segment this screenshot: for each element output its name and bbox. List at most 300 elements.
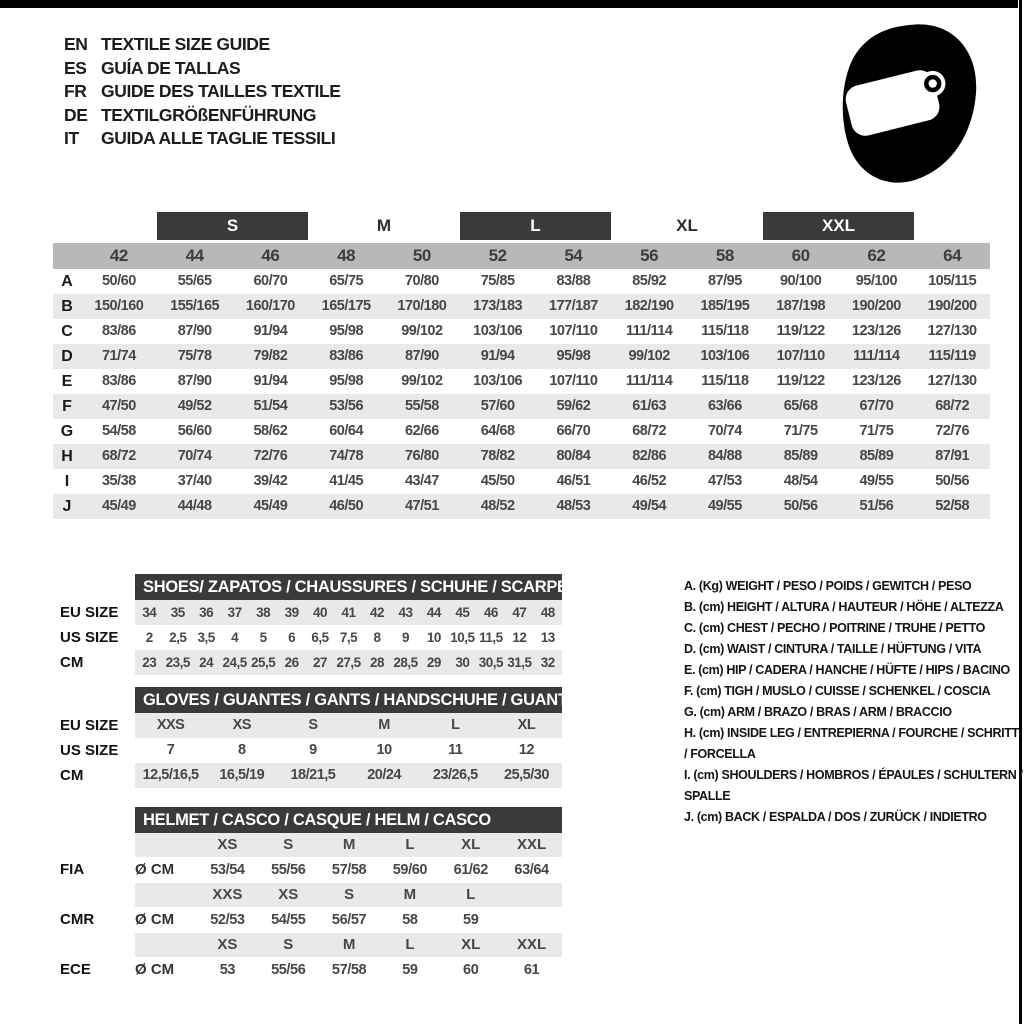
- size-number: 56: [640, 246, 659, 265]
- legend-item: G. (cm) ARM / BRAZO / BRAS / ARM / BRACCIO: [684, 705, 952, 719]
- shoes-size-table: [57, 574, 568, 675]
- table-cell: 45/50: [480, 473, 515, 489]
- table-cell: 53/54: [210, 862, 245, 878]
- helmet-value-row: [57, 857, 562, 883]
- table-row: [53, 419, 990, 444]
- table-cell: 45: [455, 605, 470, 620]
- standard-label: ECE: [60, 961, 91, 978]
- table-cell: 59: [463, 912, 479, 928]
- size-group-label: L: [460, 212, 612, 240]
- table-cell: 99/102: [628, 348, 670, 364]
- table-cell: 83/88: [556, 273, 591, 289]
- table-cell: 58: [402, 912, 418, 928]
- language-code: DE: [64, 104, 88, 125]
- table-cell: 7: [166, 742, 175, 758]
- size-label-cell: L: [405, 836, 415, 853]
- table-cell: 107/110: [549, 323, 598, 339]
- table-cell: 111/114: [853, 348, 900, 364]
- row-label-spacer: [57, 933, 135, 957]
- table-cell: 23,5: [165, 655, 190, 670]
- table-cell: 83/86: [329, 348, 364, 364]
- table-cell: 190/200: [851, 298, 901, 314]
- table-cell: 2: [145, 630, 153, 645]
- helmet-size-header-row: [57, 933, 562, 957]
- table-cell: 173/183: [473, 298, 523, 314]
- size-number: 54: [564, 246, 583, 265]
- table-cell: L: [451, 717, 460, 733]
- table-row: [57, 713, 562, 738]
- legend-item: E. (cm) HIP / CADERA / HANCHE / HÜFTE / HIPS / BACINO: [684, 663, 1010, 677]
- helmet-value-row: [57, 957, 562, 983]
- language-row: [64, 80, 341, 104]
- language-title-list: [64, 33, 341, 151]
- gloves-size-table: [57, 687, 572, 788]
- table-cell: 11,5: [479, 630, 503, 645]
- size-label-cell: M: [342, 836, 356, 853]
- size-label-cell: XS: [217, 836, 238, 853]
- size-label-cell: M: [342, 936, 356, 953]
- table-cell: 87/91: [935, 448, 970, 464]
- table-cell: 76/80: [404, 448, 439, 464]
- row-letter: I: [64, 473, 70, 490]
- table-cell: 6: [288, 630, 296, 645]
- table-cell: 70/74: [707, 423, 742, 439]
- table-cell: 40: [313, 605, 328, 620]
- table-cell: 115/118: [701, 323, 749, 339]
- legend-item: C. (cm) CHEST / PECHO / POITRINE / TRUHE / PETTO: [684, 621, 986, 635]
- size-number: 64: [943, 246, 962, 265]
- table-cell: 45/49: [101, 498, 136, 514]
- table-row: [57, 600, 562, 625]
- table-cell: 111/114: [625, 373, 673, 389]
- size-label-cell: L: [405, 936, 415, 953]
- table-cell: S: [308, 717, 318, 733]
- table-cell: 12: [518, 742, 535, 758]
- helmet-size-strip: [135, 933, 562, 957]
- table-cell: 90/100: [779, 273, 822, 289]
- size-number: 50: [412, 246, 431, 265]
- table-row: [53, 494, 990, 519]
- table-cell: 65/68: [783, 398, 818, 414]
- unit-spacer: [135, 883, 197, 907]
- helmet-table-sections: [57, 833, 562, 983]
- table-cell: 47: [512, 605, 527, 620]
- size-label-cell: XXL: [516, 836, 547, 853]
- unit-label: Ø CM: [135, 911, 175, 928]
- size-band-spacer: [53, 243, 81, 269]
- row-label: EU SIZE: [60, 717, 119, 734]
- table-cell: 8: [373, 630, 381, 645]
- legend-item: B. (cm) HEIGHT / ALTURA / HAUTEUR / HÖHE / ALTEZZA: [684, 600, 1004, 614]
- table-cell: 127/130: [927, 373, 977, 389]
- size-group-header-row: [53, 212, 990, 240]
- table-row: [53, 394, 990, 419]
- table-row: [57, 763, 562, 788]
- unit-spacer: [135, 833, 197, 857]
- size-label-cell: XL: [461, 836, 481, 853]
- table-row: [53, 269, 990, 294]
- table-cell: 119/122: [776, 323, 825, 339]
- table-cell: 85/89: [783, 448, 818, 464]
- table-cell: 46/50: [329, 498, 364, 514]
- table-cell: 44/48: [177, 498, 212, 514]
- guide-title: GUIDA ALLE TAGLIE TESSILI: [101, 128, 336, 148]
- row-values: [135, 650, 562, 675]
- table-cell: 23: [142, 655, 157, 670]
- size-label-cell: M: [403, 886, 417, 903]
- language-row: [64, 33, 341, 57]
- table-cell: 16,5/19: [219, 767, 265, 783]
- table-cell: 105/115: [928, 273, 977, 289]
- table-cell: 48/53: [556, 498, 591, 514]
- table-cell: 60/64: [329, 423, 364, 439]
- table-cell: 185/195: [700, 298, 750, 314]
- table-cell: 27: [313, 655, 328, 670]
- table-row: [53, 294, 990, 319]
- helmet-size-strip: [135, 883, 562, 907]
- size-number: 46: [261, 246, 280, 265]
- table-cell: 72/76: [935, 423, 970, 439]
- table-cell: 10: [376, 742, 392, 758]
- row-values: [135, 600, 562, 625]
- legend-item: H. (cm) INSIDE LEG / ENTREPIERNA / FOURCHE / SCHRITT / FORCELLA: [684, 726, 1019, 761]
- table-cell: 32: [540, 655, 555, 670]
- table-cell: 99/102: [401, 373, 443, 389]
- table-cell: 35: [170, 605, 185, 620]
- table-cell: 57/58: [331, 862, 367, 878]
- table-cell: 115/119: [928, 348, 976, 364]
- table-row: [53, 369, 990, 394]
- table-cell: 46/52: [632, 473, 667, 489]
- row-label-spacer: [57, 833, 135, 857]
- table-cell: 3,5: [197, 630, 215, 645]
- table-cell: 61/63: [632, 398, 667, 414]
- table-cell: 82/86: [632, 448, 667, 464]
- table-cell: 63/66: [707, 398, 742, 414]
- table-cell: 103/106: [473, 323, 523, 339]
- table-cell: 25,5/30: [504, 767, 549, 783]
- table-cell: 71/75: [783, 423, 818, 439]
- table-cell: 36: [199, 605, 214, 620]
- table-cell: 111/114: [625, 323, 673, 339]
- table-cell: 6,5: [311, 630, 329, 645]
- table-row: [53, 444, 990, 469]
- helmet-value-row: [57, 907, 562, 933]
- table-cell: 59: [402, 962, 418, 978]
- row-values: [135, 713, 562, 738]
- table-cell: 60/70: [253, 273, 288, 289]
- table-cell: 49/52: [177, 398, 212, 414]
- language-code: EN: [64, 34, 88, 54]
- table-cell: 70/74: [177, 448, 212, 464]
- row-letter: E: [61, 373, 73, 390]
- table-cell: 12,5/16,5: [142, 767, 199, 783]
- table-cell: 50/56: [935, 473, 970, 489]
- row-values: [197, 957, 562, 983]
- table-cell: 18/21,5: [290, 767, 336, 783]
- table-cell: 48: [540, 605, 555, 620]
- table-cell: 61: [523, 962, 540, 978]
- row-letter: D: [61, 348, 73, 365]
- table-cell: 52/53: [210, 912, 245, 928]
- standard-label: CMR: [60, 911, 95, 928]
- table-cell: 5: [259, 630, 267, 645]
- table-cell: 29: [426, 655, 441, 670]
- table-cell: XXS: [156, 717, 185, 733]
- table-cell: 7,5: [339, 630, 358, 645]
- table-cell: 41/45: [329, 473, 364, 489]
- table-cell: 182/190: [624, 298, 674, 314]
- row-values: [197, 857, 562, 883]
- legend-item: J. (cm) BACK / ESPALDA / DOS / ZURÜCK / INDIETRO: [684, 810, 987, 824]
- table-cell: 58/62: [253, 423, 288, 439]
- size-number: 62: [867, 246, 886, 265]
- row-values: [135, 625, 562, 650]
- table-cell: 56/60: [177, 423, 212, 439]
- table-cell: 80/84: [556, 448, 591, 464]
- table-cell: 187/198: [776, 298, 826, 314]
- table-cell: 50/56: [783, 498, 818, 514]
- table-cell: 46: [483, 605, 498, 620]
- table-cell: 99/102: [401, 323, 443, 339]
- table-cell: 62/66: [404, 423, 439, 439]
- size-group-label: S: [157, 212, 309, 240]
- table-cell: 50/60: [101, 273, 136, 289]
- size-label-cell: XS: [217, 936, 238, 953]
- table-cell: 39: [284, 605, 299, 620]
- table-cell: 67/70: [859, 398, 894, 414]
- right-border-line: [1019, 0, 1022, 1024]
- size-number: 60: [791, 246, 810, 265]
- size-label-cell: [501, 883, 562, 907]
- size-number: 44: [185, 246, 204, 265]
- guide-title: TEXTILGRÖßENFÜHRUNG: [101, 104, 317, 125]
- size-label-cell: XXL: [516, 936, 547, 953]
- table-cell: 55/56: [271, 962, 306, 978]
- table-cell: 43: [398, 605, 413, 620]
- language-code: FR: [64, 81, 87, 101]
- row-label: CM: [60, 654, 84, 671]
- table-cell: 8: [237, 742, 246, 758]
- helmet-size-strip: [135, 833, 562, 857]
- gloves-table-rows: [57, 713, 562, 788]
- table-cell: 48/54: [783, 473, 818, 489]
- table-cell: 60: [463, 962, 479, 978]
- table-cell: 75/85: [480, 273, 515, 289]
- legend-item: I. (cm) SHOULDERS / HOMBROS / ÉPAULES / SCHULTERN / SPALLE: [684, 768, 1023, 803]
- measurement-legend: [684, 576, 1024, 828]
- table-cell: 23/26,5: [432, 767, 478, 783]
- row-letter: J: [62, 498, 72, 515]
- table-cell: 87/90: [177, 373, 212, 389]
- table-cell: 24: [199, 655, 214, 670]
- table-cell: 70/80: [404, 273, 439, 289]
- table-cell: 4: [231, 630, 239, 645]
- helmet-size-header-row: [57, 883, 562, 907]
- table-cell: 51/54: [253, 398, 288, 414]
- table-cell: 119/122: [776, 373, 825, 389]
- table-cell: 66/70: [556, 423, 591, 439]
- table-cell: 39/42: [253, 473, 288, 489]
- size-label-cell: XXS: [212, 886, 243, 903]
- size-number: 48: [337, 246, 356, 265]
- racing-helmet-icon: [833, 20, 989, 186]
- size-group-label: M: [376, 216, 392, 235]
- table-cell: 37/40: [177, 473, 212, 489]
- table-cell: 2,5: [169, 630, 187, 645]
- language-code: ES: [64, 57, 87, 78]
- table-cell: 10: [426, 630, 441, 645]
- table-row: [57, 625, 562, 650]
- table-cell: 165/175: [321, 298, 371, 314]
- table-cell: 103/106: [700, 348, 750, 364]
- top-border-bar: [0, 0, 1018, 8]
- table-cell: 34: [142, 605, 157, 620]
- table-cell: 61/62: [453, 862, 488, 878]
- size-label-cell: S: [283, 936, 294, 953]
- table-cell: 65/75: [329, 273, 364, 289]
- row-label: CM: [60, 767, 84, 784]
- table-cell: 54/55: [271, 912, 306, 928]
- legend-item: D. (cm) WAIST / CINTURA / TAILLE / HÜFTUNG / VITA: [684, 642, 982, 656]
- table-cell: 83/86: [101, 373, 136, 389]
- table-cell: 78/82: [480, 448, 515, 464]
- group-header-spacer: [53, 212, 157, 240]
- row-label: EU SIZE: [60, 604, 119, 621]
- size-group-label: XL: [676, 216, 698, 235]
- table-cell: 20/24: [367, 767, 401, 783]
- table-cell: 10,5: [450, 630, 475, 645]
- row-values: [197, 907, 562, 933]
- standard-label: FIA: [60, 861, 85, 878]
- guide-title: TEXTILE SIZE GUIDE: [101, 34, 270, 54]
- unit-label: Ø CM: [135, 961, 175, 978]
- table-cell: 103/106: [473, 373, 523, 389]
- table-cell: 87/90: [404, 348, 439, 364]
- table-cell: 49/55: [707, 498, 742, 514]
- table-cell: 59/62: [556, 398, 591, 414]
- table-cell: 57/60: [480, 398, 515, 414]
- table-row: [53, 344, 990, 369]
- table-cell: 68/72: [632, 423, 667, 439]
- table-cell: 91/94: [253, 373, 288, 389]
- table-cell: 9: [309, 742, 317, 758]
- table-cell: 57/58: [331, 962, 367, 978]
- table-cell: 9: [401, 630, 409, 645]
- table-cell: 84/88: [707, 448, 742, 464]
- helmet-size-header-row: [57, 833, 562, 857]
- row-label: US SIZE: [60, 629, 119, 646]
- table-cell: XS: [232, 717, 251, 733]
- table-cell: 47/51: [404, 498, 439, 514]
- table-cell: 35/38: [101, 473, 136, 489]
- row-label: US SIZE: [60, 742, 119, 759]
- table-cell: 71/74: [101, 348, 136, 364]
- table-cell: 11: [448, 742, 463, 758]
- table-cell: [501, 907, 562, 933]
- unit-label: Ø CM: [135, 861, 175, 878]
- table-cell: 190/200: [927, 298, 977, 314]
- row-values: [135, 763, 562, 788]
- table-cell: 155/165: [170, 298, 220, 314]
- table-cell: 64/68: [480, 423, 515, 439]
- table-cell: 49/54: [632, 498, 667, 514]
- table-cell: 54/58: [101, 423, 136, 439]
- size-label-cell: S: [344, 886, 355, 903]
- table-cell: 123/126: [851, 373, 901, 389]
- table-row: [57, 650, 562, 675]
- table-cell: 31,5: [507, 655, 532, 670]
- legend-item: F. (cm) TIGH / MUSLO / CUISSE / SCHENKEL / COSCIA: [684, 684, 991, 698]
- guide-title: GUÍA DE TALLAS: [101, 57, 241, 78]
- shoes-table-rows: [57, 600, 562, 675]
- table-cell: 56/57: [331, 912, 367, 928]
- table-cell: 59/60: [392, 862, 428, 878]
- table-cell: 87/95: [707, 273, 742, 289]
- table-cell: 68/72: [935, 398, 970, 414]
- table-cell: 91/94: [480, 348, 515, 364]
- measurement-rows: [53, 269, 990, 519]
- language-row: [64, 127, 341, 151]
- table-cell: 150/160: [94, 298, 144, 314]
- table-cell: 42: [369, 605, 384, 620]
- table-row: [53, 319, 990, 344]
- table-cell: 41: [341, 605, 356, 620]
- language-code: IT: [64, 128, 79, 148]
- table-cell: 27,5: [336, 655, 361, 670]
- row-values: [135, 738, 562, 763]
- table-cell: 85/92: [632, 273, 667, 289]
- table-cell: 53: [219, 962, 236, 978]
- table-cell: 44: [426, 605, 441, 620]
- table-cell: 91/94: [253, 323, 288, 339]
- table-cell: 45/49: [253, 498, 288, 514]
- guide-title: GUIDE DES TAILLES TEXTILE: [101, 81, 341, 101]
- table-cell: 177/187: [548, 298, 598, 314]
- row-letter: F: [62, 398, 72, 415]
- table-row: [57, 738, 562, 763]
- table-cell: 30,5: [478, 655, 503, 670]
- row-letter: B: [61, 298, 73, 315]
- table-cell: 28: [369, 655, 384, 670]
- table-cell: 12: [512, 630, 527, 645]
- language-row: [64, 104, 341, 128]
- table-cell: 49/55: [859, 473, 894, 489]
- size-number-row: [53, 243, 990, 269]
- shoes-table-title: SHOES/ ZAPATOS / CHAUSSURES / SCHUHE / SCARPE: [135, 574, 562, 600]
- helmet-size-table: [57, 807, 562, 983]
- row-letter: H: [61, 448, 73, 465]
- table-cell: 71/75: [859, 423, 894, 439]
- size-group-label: XXL: [763, 212, 915, 240]
- table-row: [53, 469, 990, 494]
- table-cell: 87/90: [177, 323, 212, 339]
- table-cell: 25,5: [250, 655, 276, 670]
- table-cell: 47/53: [707, 473, 742, 489]
- table-cell: 170/180: [397, 298, 447, 314]
- table-cell: 83/86: [101, 323, 136, 339]
- table-cell: 95/98: [329, 323, 364, 339]
- legend-item: A. (Kg) WEIGHT / PESO / POIDS / GEWITCH / PESO: [684, 579, 972, 593]
- size-label-cell: XS: [278, 886, 299, 903]
- table-cell: 115/118: [701, 373, 749, 389]
- table-cell: 55/56: [271, 862, 306, 878]
- table-cell: 28,5: [393, 655, 418, 670]
- size-number: 58: [715, 246, 734, 265]
- table-cell: 55/65: [177, 273, 212, 289]
- unit-spacer: [135, 933, 197, 957]
- size-label-cell: S: [283, 836, 294, 853]
